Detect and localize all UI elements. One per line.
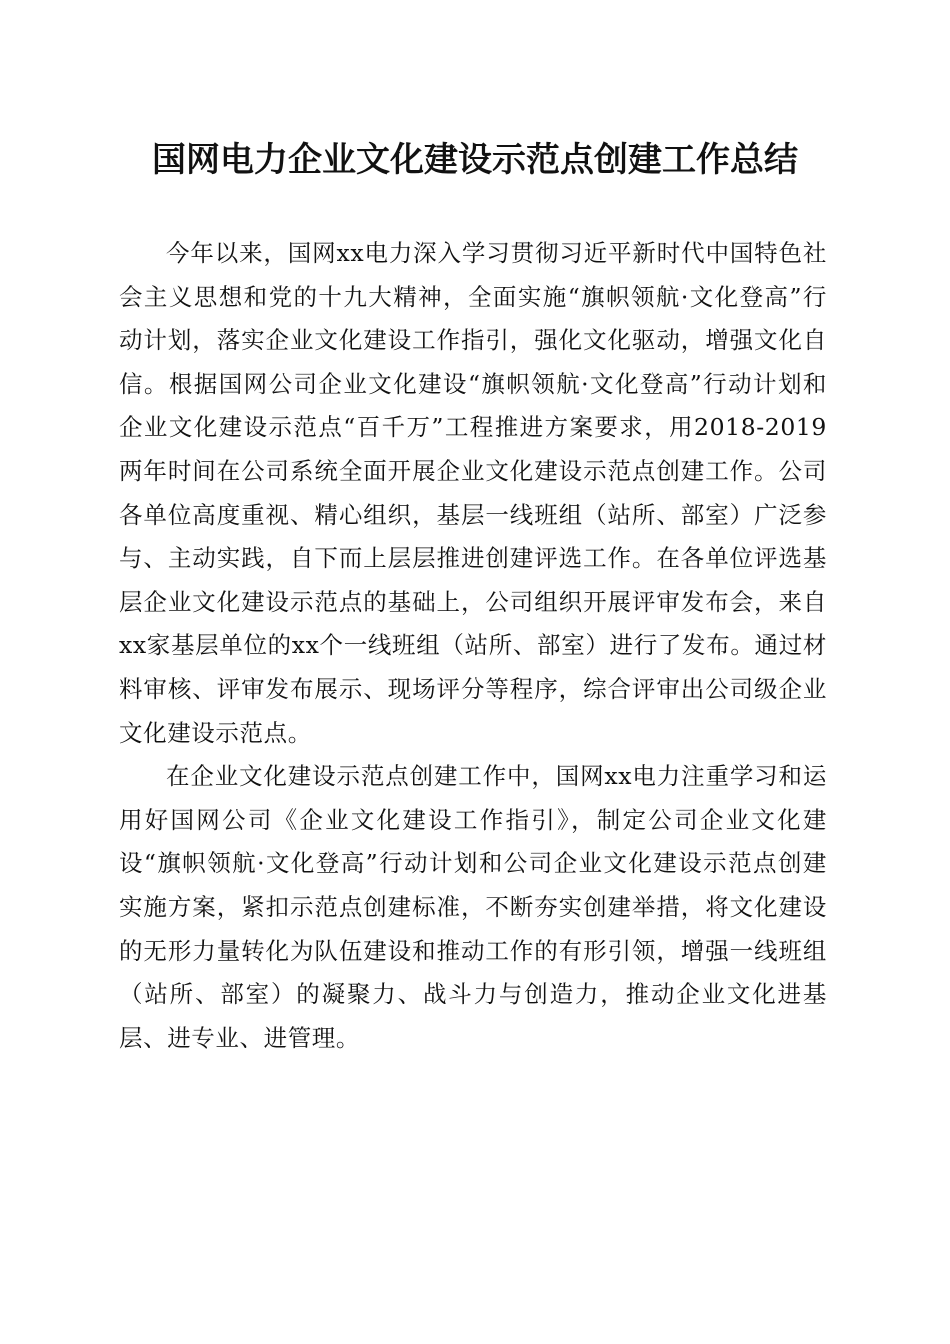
document-body [119, 232, 827, 1060]
paragraph-2: 在企业文化建设示范点创建工作中，国网xx电力注重学习和运用好国网公司《企业文化建设工作指引》，制定公司企业文化建设“旗帜领航·文化登高”行动计划和公司企业文化建设示范点创建实施方案，紧扣示范点创建标准，不断夯实创建举措，将文化建设的无形力量转化为队伍建设和推动工作的有形引领，增强一线班组（站所、部室）的凝聚力、战斗力与创造力，推动企业文化进基层、进专业、进管理。 [119, 762, 827, 1052]
document-title: 国网电力企业文化建设示范点创建工作总结 [152, 140, 798, 180]
paragraph-1: 今年以来，国网xx电力深入学习贯彻习近平新时代中国特色社会主义思想和党的十九大精神，全面实施“旗帜领航·文化登高”行动计划，落实企业文化建设工作指引，强化文化驱动，增强文化自信。根据国网公司企业文化建设“旗帜领航·文化登高”行动计划和企业文化建设示范点“百千万”工程推进方案要求，用2018-2019两年时间在公司系统全面开展企业文化建设示范点创建工作。公司各单位高度重视、精心组织，基层一线班组（站所、部室）广泛参与、主动实践，自下而上层层推进创建评选工作。在各单位评选基层企业文化建设示范点的基础上，公司组织开展评审发布会，来自xx家基层单位的xx个一线班组（站所、部室）进行了发布。通过材料审核、评审发布展示、现场评分等程序，综合评审出公司级企业文化建设示范点。 [119, 239, 827, 747]
